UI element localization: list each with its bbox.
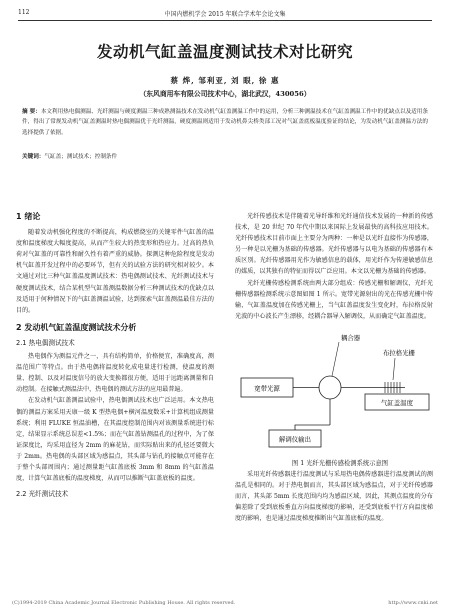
bragg-grating-leader	[393, 358, 395, 380]
coupler-leader	[332, 342, 339, 376]
section-1-heading: 1 绪论	[16, 212, 41, 221]
fiber-line-demod-bend	[295, 425, 330, 430]
demodulator-label: 解调仪输出	[279, 435, 311, 444]
left-column	[16, 211, 214, 502]
keywords	[22, 152, 428, 160]
header-rule	[18, 20, 432, 21]
section-2-1-heading: 2.1 热电偶测试技术	[16, 338, 75, 347]
cnki-link[interactable]: http://www.cnki.net	[388, 600, 438, 606]
abstract	[22, 107, 428, 138]
journal-name: 中国内燃机学会 2015 年联合学术年会论文集	[164, 11, 286, 18]
coupler-shape	[319, 376, 341, 399]
keywords-label: 关键词：	[22, 154, 45, 160]
paper-title: 发动机气缸盖温度测试技术对比研究	[96, 43, 353, 61]
fiber-grating-diagram	[235, 328, 433, 456]
affiliation: （东风商用车有限公司技术中心，湖北武汉，430056）	[139, 90, 311, 98]
right-paragraph-2: 光纤光栅传感检测系统由两大部分组成：传感光栅和解调仪，光纤光栅传感器检测系统示意图如图 1 所示。宽带光源射出的光在传感光栅中传输，气缸盖温度加在传感光栅上，当气缸盖温度发生变化时，布拉格反射光波的中心波长产生漂移，经耦合器导入解调仪，从而确定气缸盖温度。	[235, 279, 433, 320]
page-header	[18, 9, 432, 21]
bragg-grating-label: 布拉格光栅	[383, 348, 415, 357]
section-2-heading: 2 发动机气缸盖温度测试技术分析	[16, 322, 137, 332]
abstract-text: 本文利用热电偶测温、光纤测温与硬度测温三种成熟测温技术在发动机气缸盖测温工作中的运用，分析三种测温技术在气缸盖测温工作中的优缺点以及适用条件，得出了常规发动机气缸盖测温时热电偶测温优于光纤测温，硬度测温则适用于发动机鼻尖桥类部工况对气缸盖底板温度验证的结论，为发动机气缸盖测温方法的选择提供了依据。	[22, 109, 428, 136]
section-1-paragraph: 随着发动机强化程度的不断提高，构成燃烧室的关键零件气缸盖的温度和温度梯度大幅度提高，从而产生较大的热变形和热应力。过高的热负荷对气缸盖的可靠性和耐久性有着严重的威胁。探测这种危险程度是发动机气缸盖开发过程中的必要环节，但有关的试验方法的研究相对较少。本文通过对比三种气缸盖温度测试技术：热电偶测试技术、光纤测试技术与硬度测试技术，结合某机型气缸盖测温数据分析三种测试技术的优缺点以及适用于何种情况下的气缸盖测温试验，达到探索气缸盖测温最佳方法的目的。	[16, 229, 214, 314]
keywords-text: 气缸盖；测试技术；控制条件	[44, 154, 118, 160]
figure-1	[235, 328, 433, 456]
right-column	[235, 211, 433, 525]
coupler-label: 耦合器	[341, 333, 361, 342]
section-2-1-paragraph-2: 在发动机气缸盖测温试验中，热电偶测试技术也广泛运用。本文热电偶的测温方案采用天康一级 K 型热电偶+横河温度数采+计算机组成测量系统；利用 FLUKE 恒温油槽，在其温度控制范围内对该测量系统进行标定，结果显示系统总误差<1.5%；而在气缸盖钻测温孔的过程中，为了保证深度比，均采用直径为 2mm 的麻花钻，而实际贴出来的孔径还要微大于 2mm。热电偶的头部区域为感温点，其头部与钻孔的接触点可能存在于整个头部周围内；通过测量距气缸盖底板 3mm 和 8mm 的气缸盖温度，计算气缸盖底板的温度梯度，从而可以推断气缸盖底板的温度。	[16, 397, 214, 483]
abstract-label: 摘 要：	[22, 109, 41, 115]
cylinder-head-temp-label: 气缸盖温度	[381, 398, 413, 407]
page-number: 112	[18, 9, 30, 16]
authors: 蔡 烨, 邹利亚, 刘 眼, 徐 惠	[170, 76, 280, 85]
section-2-2-heading: 2.2 光纤测试技术	[16, 490, 69, 499]
right-paragraph-1: 光纤传感技术是伴随着光导纤维和光纤通信技术发展的一种新的传感技术，是 20 世纪 70 年代中期以来国际上发展最快的高科技应用技术。光纤传感技术目前市面上主要分为两种：一种是以光纤直接作为传感器，另一种是以光栅为基础的传感器。光纤传感器与以电为基础的传感器有本质区别。光纤传感器用光作为敏感信息的载体，用光纤作为传递敏感信息的媒质，以其独有的特征而得以广泛应用。本文以光栅为基础的传感器。	[235, 213, 433, 276]
copyright-notice: (C)1994-2019 China Academic Journal Electronic Publishing House. All rights reserved.	[12, 600, 236, 606]
broadband-source-label: 宽带光源	[254, 384, 280, 393]
section-2-1-paragraph-1: 热电偶作为测温元件之一，具有结构简单，价格便宜，准确度高，测温范围广等特点。由于热电偶将温度转化成电量进行检测，使温度的测量、控制、以及对温度信号的放大变换都很方便，适用于远距离测量和自动控制。在接触式测温法中，热电偶的测试方法的应用最普遍。	[16, 353, 214, 394]
right-paragraph-3: 采用光纤传感器进行温度测试与采用热电偶传感器进行温度测试的测温孔是相同的。对于热电偶而言，其头部区域为感温点，对于光纤传感器而言，其头部 5mm 长度范围内均为感温区域，因此，其测点温度的分布偏差除了受到底板垂直方向温度梯度的影响，还受到底板平行方向温度梯度的影响，也是通过温度梯度推断出气缸盖底板的温度。	[235, 471, 433, 523]
figure-1-caption: 图 1 光纤光栅传感检测系统示意图	[291, 459, 389, 467]
page-footer	[12, 600, 438, 606]
